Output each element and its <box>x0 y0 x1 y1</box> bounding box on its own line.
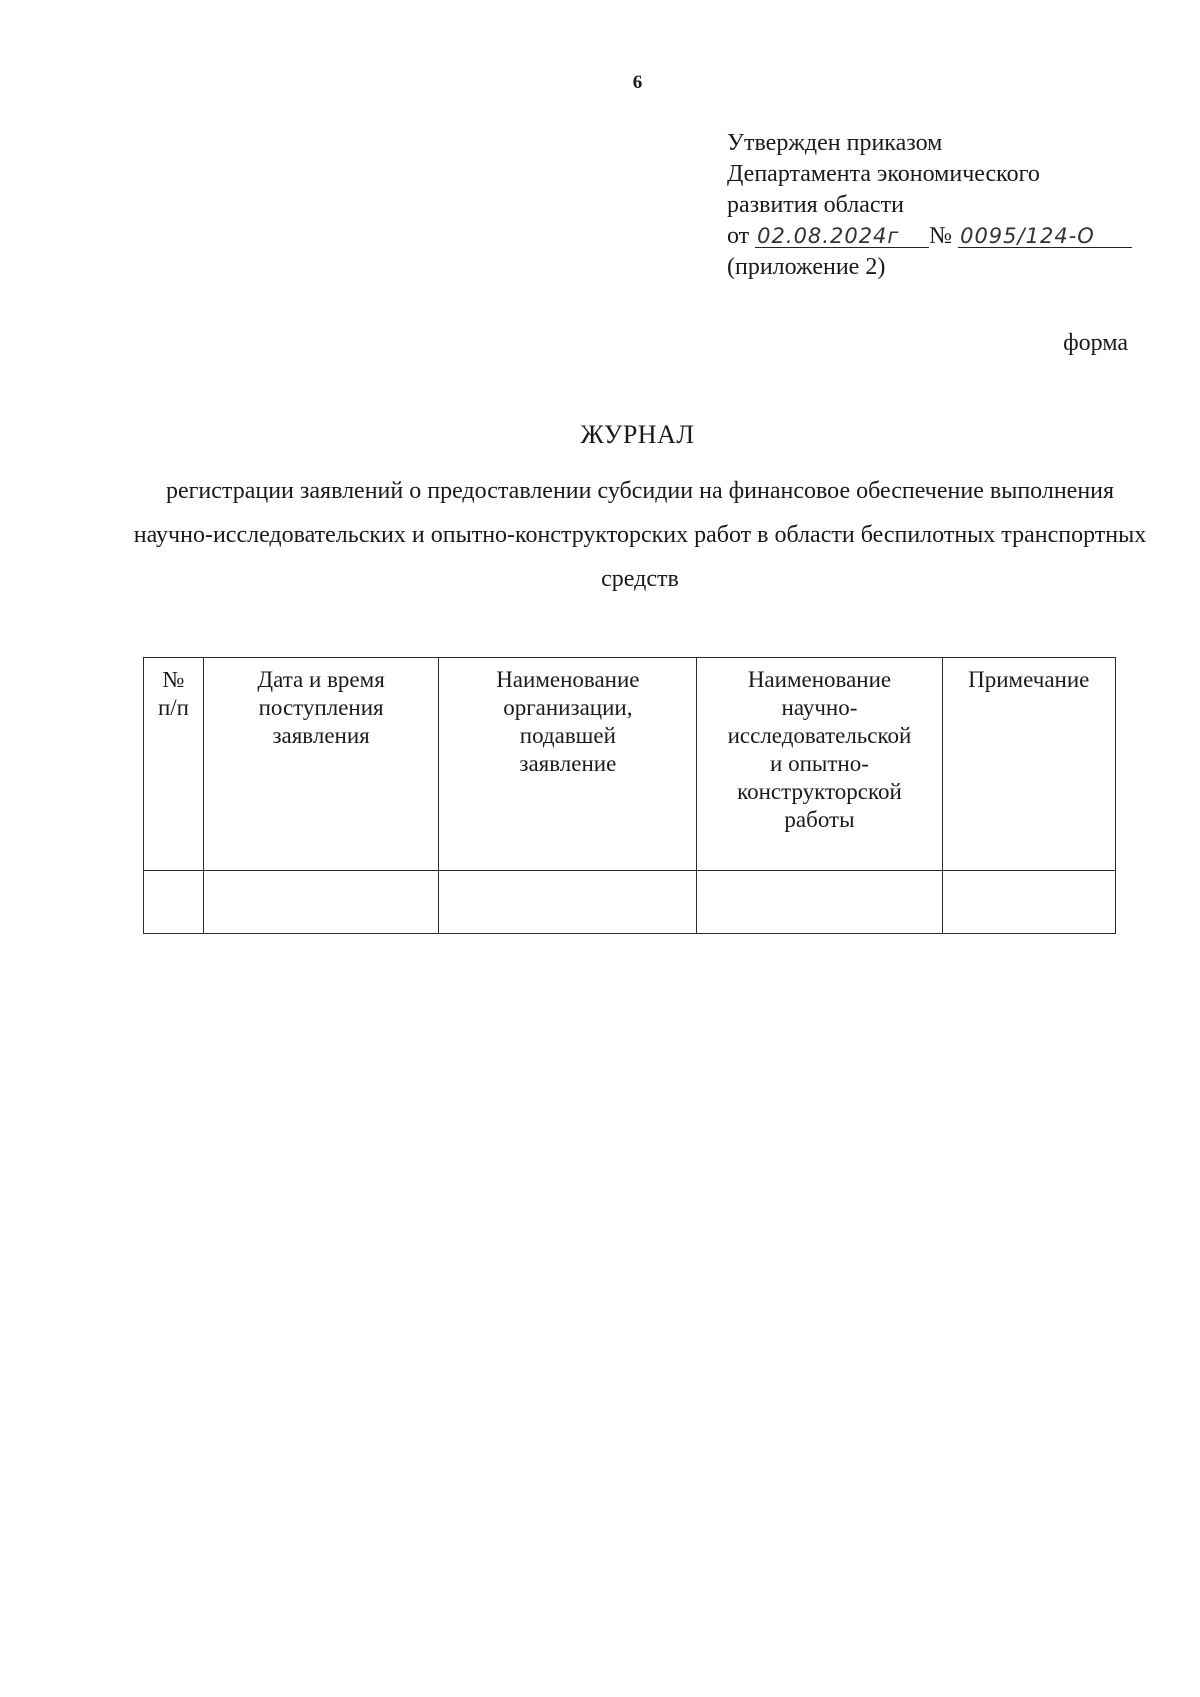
header-date-time: Дата и время поступления заявления <box>203 658 438 871</box>
table-cell <box>439 871 697 934</box>
journal-title: ЖУРНАЛ <box>580 420 695 449</box>
form-label: форма <box>1063 330 1128 356</box>
journal-subtitle: регистрации заявлений о предоставлении субсидии на финансовое обеспечение выполнения научно-исследовательских и опытно-конструкторских работ в области беспилотных транспортных средств <box>133 478 1147 592</box>
handwritten-order-number: 0095/124-О <box>958 225 1132 248</box>
approval-from-prefix: от <box>727 223 750 249</box>
approval-line-2: Департамента экономического <box>727 161 1040 187</box>
number-sign: № <box>929 223 953 249</box>
table-cell <box>203 871 438 934</box>
table-cell <box>942 871 1115 934</box>
approval-date-line <box>727 221 1132 252</box>
approval-line-1: Утвержден приказом <box>727 130 943 156</box>
table-header-row <box>144 658 1116 871</box>
header-note: Примечание <box>942 658 1115 871</box>
approval-line-3: развития области <box>727 192 904 218</box>
handwritten-date: 02.08.2024г <box>755 225 929 248</box>
table-row <box>144 871 1116 934</box>
journal-table <box>143 657 1116 934</box>
approval-block <box>727 128 1132 283</box>
approval-appendix: (приложение 2) <box>727 254 886 280</box>
table-cell <box>144 871 204 934</box>
header-number: № п/п <box>144 658 204 871</box>
header-work-name: Наименование научно- исследовательской и опытно- конструкторской работы <box>697 658 942 871</box>
page-number: 6 <box>632 72 643 93</box>
table-cell <box>697 871 942 934</box>
header-organization: Наименование организации, подавшей заявление <box>439 658 697 871</box>
